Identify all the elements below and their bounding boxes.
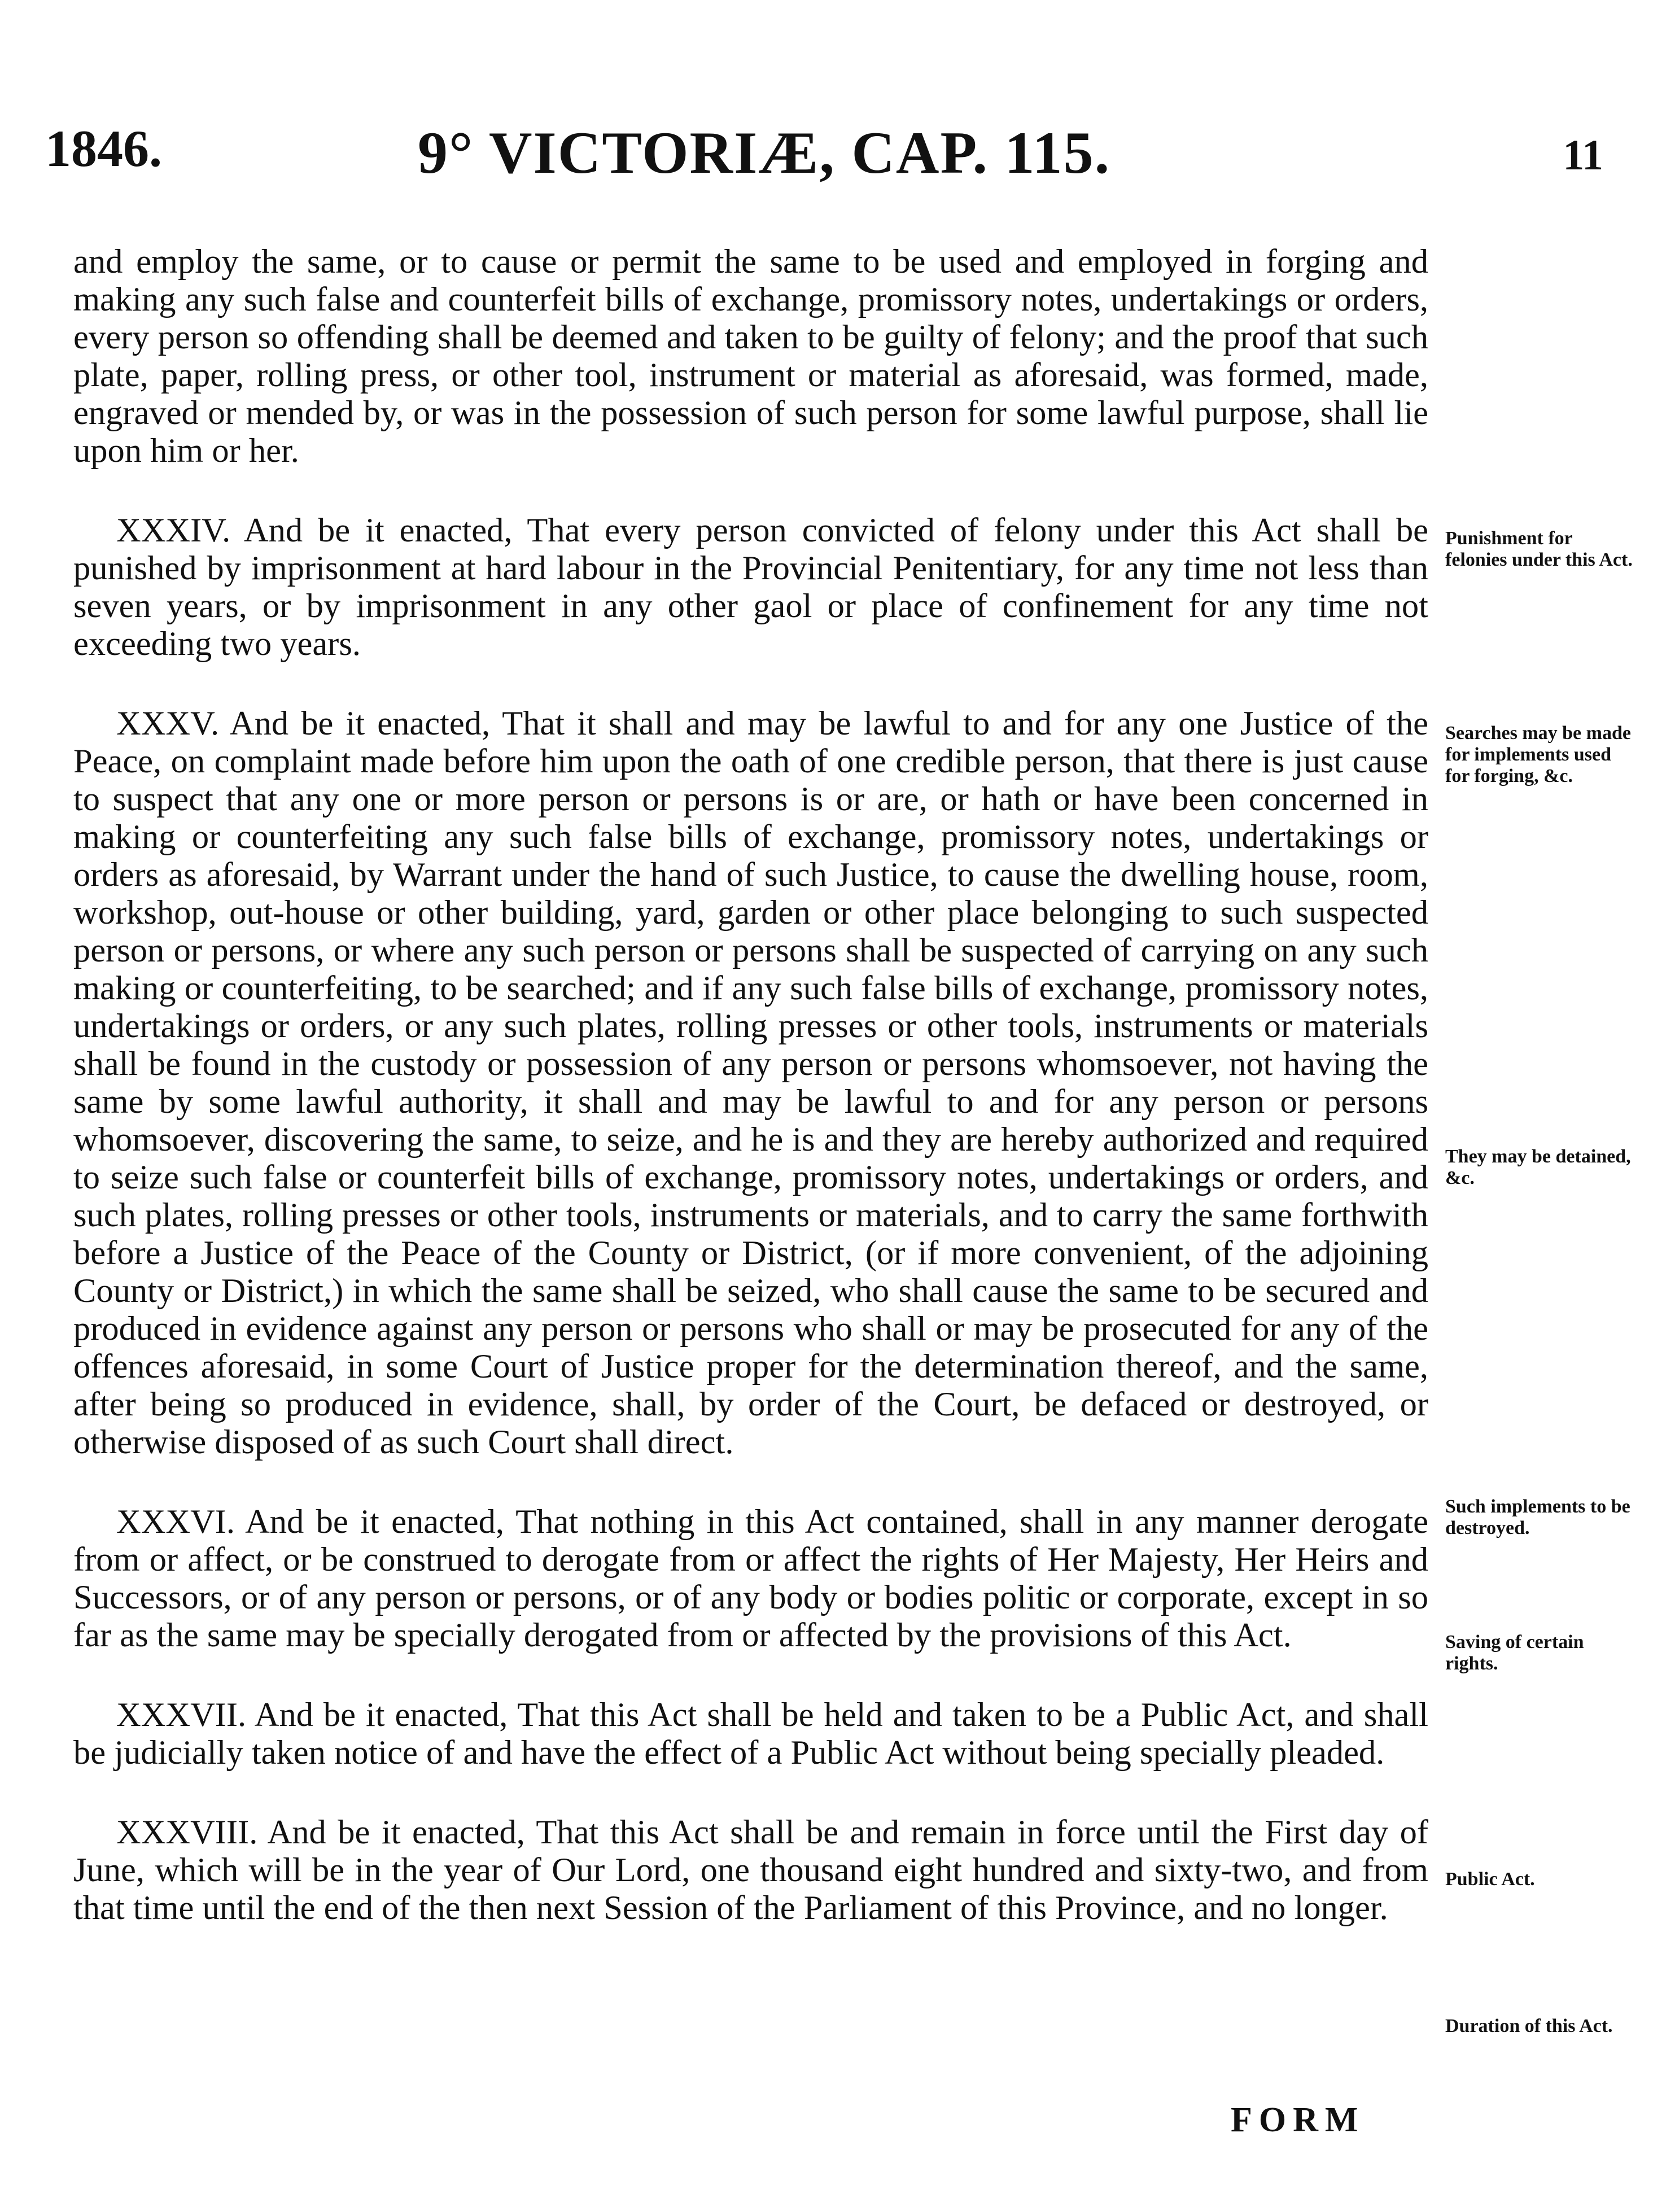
section-number: XXXVII. bbox=[116, 1696, 247, 1734]
paragraph-section-xxxv bbox=[73, 705, 1428, 1461]
margin-note-destroyed: Such implements to be destroyed. bbox=[1445, 1496, 1630, 1538]
paragraph-text: And be it enacted, That nothing in this Act contained, shall in any manner derogate from or affect, or be construed to derogate from or affect the rights of Her Majesty, Her Heirs and Successors, or of any person or persons, or of any body or bodies politic or corporate, except in so far as the same may be specially derogated from or affected by the provisions of this Act. bbox=[73, 1503, 1428, 1654]
paragraph-section-xxxvi bbox=[73, 1503, 1428, 1654]
margin-note-duration: Duration of this Act. bbox=[1445, 2016, 1613, 2036]
paragraph-continuation bbox=[73, 243, 1428, 470]
page-number: 11 bbox=[1563, 132, 1603, 179]
paragraph-text: and employ the same, or to cause or permit the same to be used and employed in forging and making any such false and counterfeit bills of exchange, promissory notes, undertakings or orders, every person so offending shall be deemed and taken to be guilty of felony; and the proof that such plate, paper, rolling press, or other tool, instrument or material as aforesaid, was formed, made, engraved or mended by, or was in the possession of such person for some lawful purpose, shall lie upon him or her. bbox=[73, 243, 1428, 470]
paragraph-text: And be it enacted, That it shall and may be lawful to and for any one Justice of the Peace, on complaint made before him upon the oath of one credible person, that there is just cause to suspect that any one or more person or persons is or are, or hath or have been concerned in making or counterfeiting any such false bills of exchange, promissory notes, undertakings or orders as aforesaid, by Warrant under the hand of such Justice, to cause the dwelling house, room, workshop, out-house or other building, yard, garden or other place belonging to such suspected person or persons, or where any such person or persons shall be suspected of carrying on any such making or counterfeiting, to be searched; and if any such false bills of exchange, promissory notes, undertakings or orders, or any such plates, rolling presses or other tools, instruments or materials shall be found in the custody or possession of any person or persons whomsoever, not having the same by some lawful authority, it shall and may be lawful to and for any person or persons whomsoever, discovering the same, to seize, and he is and they are hereby authorized and required to seize such false or counterfeit bills of exchange, promissory notes, undertakings or orders, and such plates, rolling presses or other tools, instruments or materials, and to carry the same forthwith before a Justice of the Peace of the County or District, (or if more convenient, of the adjoining County or District,) in which the same shall be seized, who shall cause the same to be secured and produced in evidence against any person or persons who shall or may be prosecuted for any of the offences aforesaid, in some Court of Justice proper for the determination thereof, and the same, after being so produced in evidence, shall, by order of the Court, be defaced or destroyed, or otherwise disposed of as such Court shall direct. bbox=[73, 705, 1428, 1461]
margin-note-saving: Saving of certain rights. bbox=[1445, 1632, 1584, 1674]
section-number: XXXV. bbox=[116, 705, 220, 742]
margin-note-public: Public Act. bbox=[1445, 1869, 1535, 1890]
section-number: XXXIV. bbox=[116, 512, 231, 549]
margin-note-punishment: Punishment for felonies under this Act. bbox=[1445, 528, 1633, 570]
paragraph-section-xxxiv bbox=[73, 512, 1428, 663]
running-header bbox=[45, 119, 1603, 198]
margin-note-searches: Searches may be made for implements used for forging, &c. bbox=[1445, 723, 1631, 786]
section-number: XXXVI. bbox=[116, 1503, 235, 1541]
margin-note-detained: They may be detained, &c. bbox=[1445, 1146, 1631, 1188]
paragraph-text: And be it enacted, That every person convicted of felony under this Act shall be punished by imprisonment at hard labour in the Provincial Penitentiary, for any time not less than seven years, or by imprisonment in any other gaol or place of confinement for any time not exceeding two years. bbox=[73, 512, 1428, 663]
section-number: XXXVIII. bbox=[116, 1813, 258, 1851]
header-year: 1846. bbox=[45, 120, 162, 177]
header-title: 9° VICTORIÆ, CAP. 115. bbox=[418, 120, 1111, 186]
paragraph-text: And be it enacted, That this Act shall be held and taken to be a Public Act, and shall be judicially taken notice of and have the effect of a Public Act without being specially pleaded. bbox=[73, 1696, 1428, 1772]
paragraph-text: And be it enacted, That this Act shall be and remain in force until the First day of June, which will be in the year of Our Lord, one thousand eight hundred and sixty-two, and from that time until the end of the then next Session of the Parliament of this Province, and no longer. bbox=[73, 1813, 1428, 1927]
catchword: FORM bbox=[1231, 2101, 1365, 2139]
paragraph-section-xxxviii bbox=[73, 1813, 1428, 1927]
paragraph-section-xxxvii bbox=[73, 1696, 1428, 1772]
body-text bbox=[73, 243, 1428, 1969]
